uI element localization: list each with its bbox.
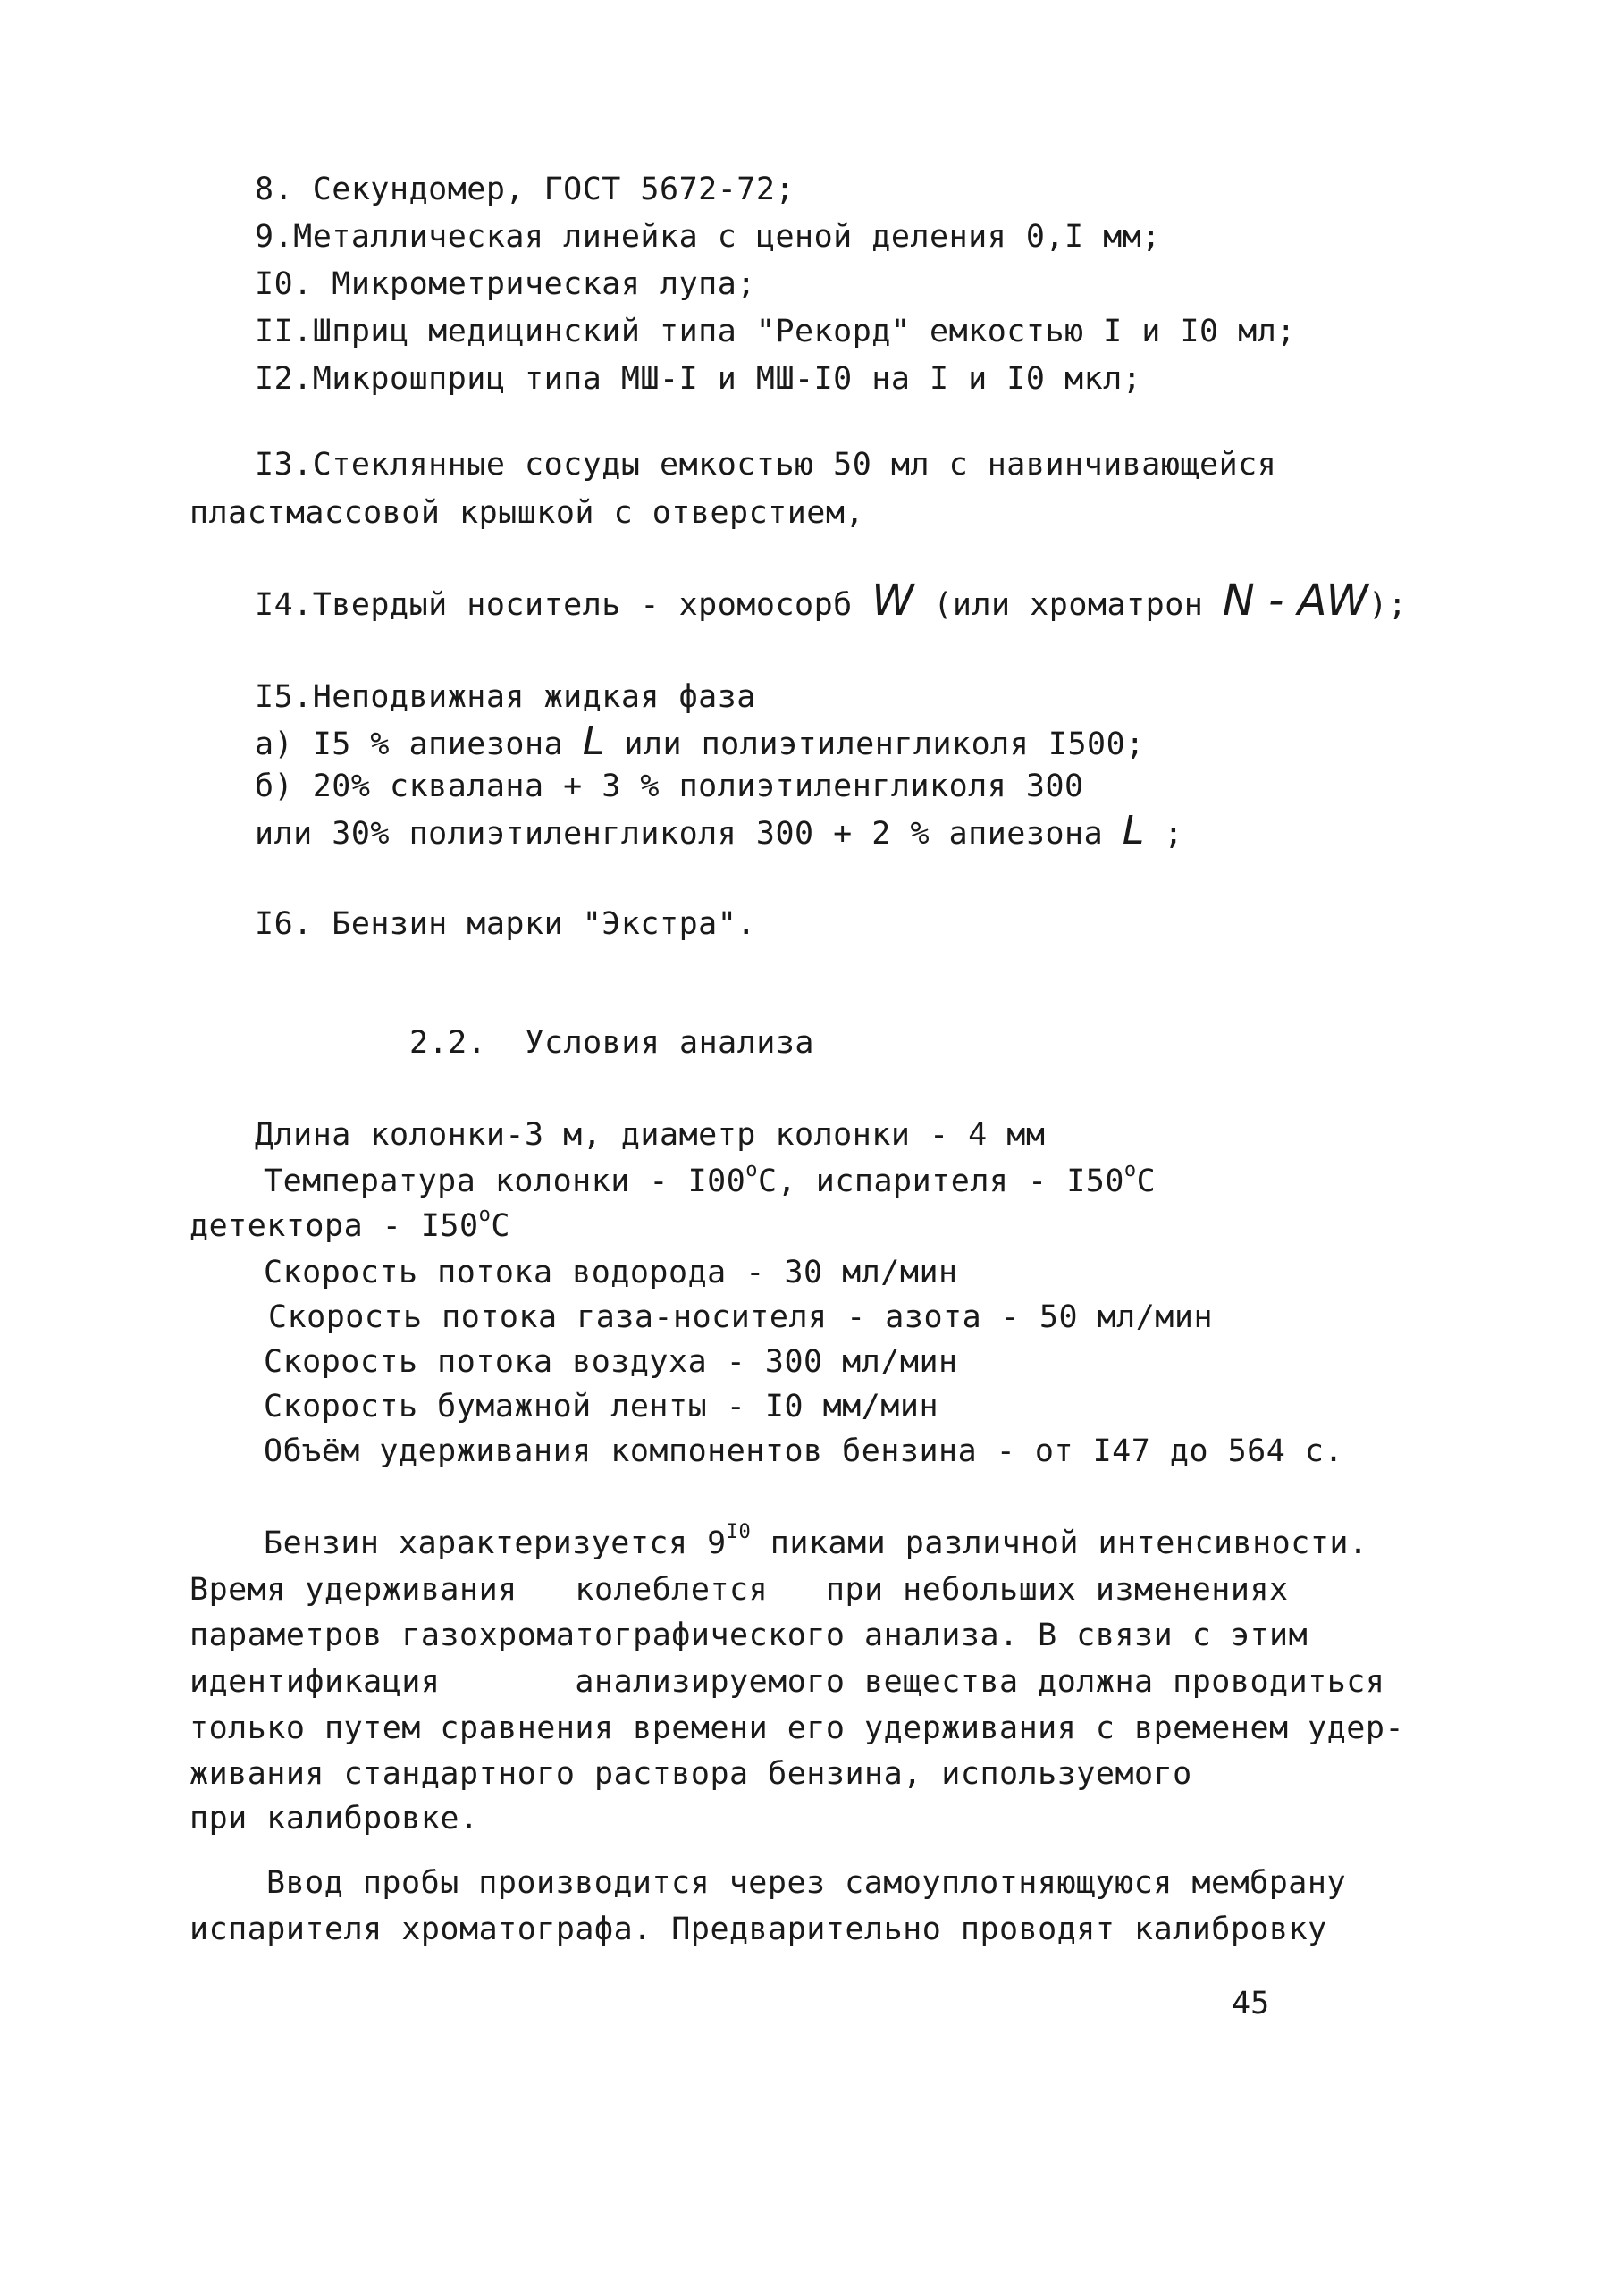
- condition-column: Длина колонки-3 м, диаметр колонки - 4 мм: [255, 1117, 1046, 1153]
- paragraph-2-line-2: испарителя хроматографа. Предварительно проводят калибровку: [189, 1912, 1327, 1947]
- list-item-12: I2.Микрошприц типа МШ-I и МШ-I0 на I и I0 мкл;: [255, 361, 1142, 397]
- chromatron-naw-symbol: N - AW: [1222, 576, 1369, 626]
- list-item-15b: б) 20% сквалана + 3 % полиэтиленгликоля 300: [255, 769, 1084, 804]
- paragraph-1-line-4: идентификация анализируемого вещества должна проводиться: [189, 1664, 1385, 1700]
- paragraph-2-line-1: Ввод пробы производится через самоуплотняющуюся мембрану: [266, 1865, 1347, 1901]
- condition-temperature-text-2: С, испарителя - I50: [758, 1164, 1124, 1199]
- paragraph-1-line-5: только путем сравнения времени его удерживания с временем удер-: [189, 1710, 1405, 1746]
- paragraph-1-line-7: при калибровке.: [189, 1801, 479, 1836]
- condition-detector-text: детектора - I50: [189, 1208, 479, 1244]
- list-item-8: 8. Секундомер, ГОСТ 5672-72;: [255, 172, 795, 207]
- paragraph-1-text: Бензин характеризуется 9: [264, 1525, 727, 1561]
- list-item-15c-text: или 30% полиэтиленгликоля 300 + 2 % апиезона: [255, 816, 1123, 852]
- list-item-10: I0. Микрометрическая лупа;: [255, 266, 756, 302]
- paragraph-1-line-6: живания стандартного раствора бензина, используемого: [189, 1756, 1192, 1792]
- degree-mark-2: o: [1123, 1159, 1137, 1182]
- condition-hydrogen-flow: Скорость потока водорода - 30 мл/мин: [264, 1255, 958, 1290]
- apiezon-l-symbol-2: L: [1122, 808, 1145, 853]
- list-item-15: I5.Неподвижная жидкая фаза: [255, 679, 756, 715]
- condition-temperature-text-3: С: [1136, 1164, 1157, 1199]
- list-item-16: I6. Бензин марки "Экстра".: [255, 906, 756, 942]
- list-item-13-line1: I3.Стеклянные сосуды емкостью 50 мл с навинчивающейся: [255, 447, 1277, 483]
- paragraph-1-line-2: Время удерживания колеблется при небольших изменениях: [189, 1572, 1289, 1608]
- list-item-14-text-2: (или хроматрон: [913, 587, 1223, 623]
- page-number: 45: [1232, 1986, 1270, 2021]
- condition-temperature-text: Температура колонки - I00: [264, 1164, 746, 1199]
- list-item-11: II.Шприц медицинский типа "Рекорд" емкостью I и I0 мл;: [255, 314, 1296, 349]
- condition-air-flow: Скорость потока воздуха - 300 мл/мин: [264, 1344, 958, 1380]
- apiezon-l-symbol: L: [582, 719, 605, 764]
- list-item-15c-text-2: ;: [1144, 816, 1183, 852]
- peak-count-superscript: I0: [726, 1521, 752, 1544]
- paragraph-1-line-1: [264, 1521, 1368, 1563]
- condition-retention-volume: Объём удерживания компонентов бензина - от I47 до 564 с.: [264, 1433, 1344, 1469]
- paragraph-1-text-2: пиками различной интенсивности.: [751, 1525, 1368, 1561]
- list-item-15a-text-2: или полиэтиленгликоля I500;: [604, 727, 1145, 762]
- section-heading: 2.2. Условия анализа: [409, 1025, 815, 1061]
- list-item-13-line2: пластмассовой крышкой с отверстием,: [189, 495, 865, 531]
- list-item-14-text: I4.Твердый носитель - хромосорб: [255, 587, 872, 623]
- list-item-15a-text: а) I5 % апиезона: [255, 727, 583, 762]
- condition-detector-text-2: С: [491, 1208, 510, 1244]
- condition-detector: [189, 1206, 510, 1246]
- list-item-15c: [255, 808, 1183, 853]
- list-item-14-text-3: );: [1368, 587, 1408, 623]
- chromosorb-w-symbol: W: [871, 576, 914, 626]
- list-item-14: [255, 576, 1408, 626]
- list-item-15a: [255, 719, 1145, 764]
- condition-carrier-gas-flow: Скорость потока газа-носителя - азота - 50 мл/мин: [268, 1299, 1214, 1335]
- degree-mark: o: [745, 1159, 759, 1182]
- paragraph-1-line-3: параметров газохроматографического анализа. В связи с этим: [189, 1618, 1308, 1653]
- list-item-9: 9.Металлическая линейка с ценой деления 0,I мм;: [255, 219, 1161, 255]
- condition-temperature: [264, 1159, 1157, 1201]
- condition-paper-speed: Скорость бумажной ленты - I0 мм/мин: [264, 1389, 939, 1425]
- degree-mark-3: o: [478, 1204, 492, 1227]
